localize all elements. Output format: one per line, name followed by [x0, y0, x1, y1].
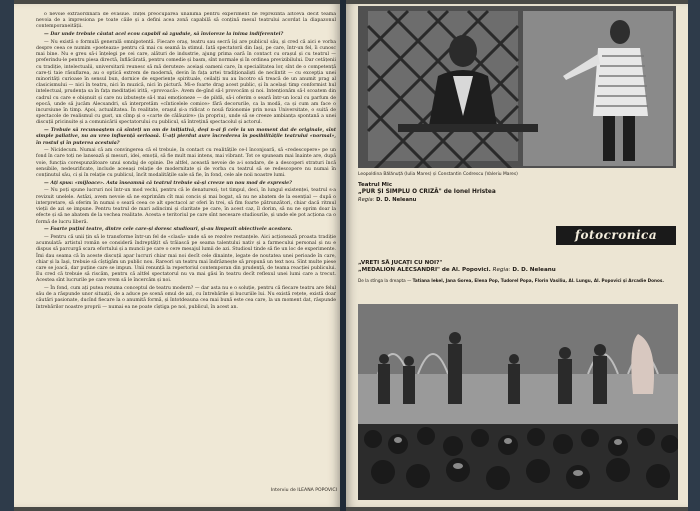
theatre-info-1 [358, 182, 558, 203]
play-title-2a: „VRETI SĂ JUCAȚI CU NOI?" [358, 260, 443, 266]
interview-paragraph: — Pentru că unii țin să le transforme într-un fel de «clasă» unde să se rezolve restanțele. Aici acționează proasta tradiție acumulată: artistul român se consideră îndreptățit să trăiască pe seama talentului nativ și a farmecului personal și nu e dispus să parcurgă scara efortului și a muncii pe care o cere mesajul lumii de azi. Studioul tinde să fie un loc de experimente. Îmi dau seama că în aceste discuții apar lucruri chiar mai noi decît cele dinainte, legate de noutatea unei perioade în care, chiar și la Iași, trebuie să cîștigăm un public nou. Rareori un teatru mai îndrăznește să propună un text nou. Sînt multe piese care se joacă, dar puține care se impun. Unii renunță la repertoriul contemporan din prudență, de teama reacției publicului. Eu cred că trebuie să riscăm, pentru că altfel spectatorul nu va mai găsi în teatru decît reflexul unei lumi care a trecut. Acestea sînt lucrurile pe care vrem să le încercăm și noi. [36, 234, 336, 284]
director-label-2: Regia: [492, 267, 511, 273]
theatre-name: Teatrul Mic [358, 182, 393, 188]
left-page [14, 4, 340, 507]
stage-photo-top-image [358, 6, 676, 168]
play-titles-2 [358, 260, 678, 274]
interview-question: — Dar unde trebuie căutat acel ecou capabil să zguduie, să învioreze la inima indiferentei? [44, 32, 284, 38]
stage-photo-bottom [358, 304, 678, 500]
photo-top-caption: Leopoldina Bălănuță (Iulia Mares) și Constantin Codrescu (Valeriu Mares) [358, 172, 518, 177]
director-line-1 [358, 197, 558, 203]
interview-paragraph: — Nu există o formulă generală omnipotentă. Fiecare oraș, teatru sau secră își are publicul său, și cred că aici e vorba despre ceea ce numim «poeteaza» pentru că mai cu seamă la stimul. Iată spectatorii din Iași, pe care, într-un fel, îi cunosc mai bine. Nu e greu să-i înțelegi pe cei care, alături de industrie, ajung prima oară în contact cu orașul și cu teatrul — preferindu-le pentru piesa directă, înflăcărată, pentru comedie și basm, sînt normale și în ordinea previzibilului. Dar cetățenii cu tradiție, intelectualii, universitarii reunesc să mă deruteze: aceiași oameni care, în specialitatea lor, sînt de o competență care-ți taie răsuflarea, au o optică extrem de modernă, devin în fața artei tradiționaliști de neclintit — cu excepția unei minorități curioase în sensul bun, dornice de experiențe spirituale, ceilalți nu au încotro să treacă de un anumit prag al clasicismului — nici în teatru, nici în muzică, nici în pictură. Mi-e foarte drag acest public, și în același timp conformist hul intelectual, prudența sa în fața meditației irită, «provoacă». Avem de-gînd să-l provocăm și noi. Intenționăm să-l scoatem din cadrul cu care e obișnuit și care nu izbutește să-l mai emoționeze — de pildă, să-i oferim o seară într-un local cu parfum de epocă, unde să jucăm Alecsandri, să interpretăm «cînticelele comice» fără decorurile, ca la modă, ca și cum am face o incursiune în timp. Apoi, actualitatea. În realitate, orașul și-a ridicat o nouă fizionomie prin noua Universitate, o suită de spectacole de realismul cu gust, un cîmp și o «carte de călăuzire» (la propriu), unde să se creeze ambianța spontană a unei discuții pricinuite și a comunicării spectatorului cu publicul, să întrețină spectacolul și actorul. [36, 39, 336, 126]
stage-photo-top [358, 6, 676, 168]
interview-paragraph: — Nu poți spune lucruri noi într-un mod vechi, pentru că le denaturezi; tot timpul, deci, în lungul existenței, teatrul s-a revizuit unelele. Astăzi, avem nevoie să ne exprimăm cît mai concis și mai bogat, să nu ne abatem de la esențial — după o interpretare, să oferim în numai o seară ceea ce alt spectacol ar oferi în trei, să fim foarte pătrunzători, chiar dacă ritmul vieții de azi se impune. Pentru teatrul de mari adincimi și claritate pe care, în acest caz, îl dorim, să nu ne oprim doar la efecte și să ne abatem de la vechea realitate. Acesta e teritoriul pe care sînt necesare studiourile, și unde ele pot acționa ca o formă de lucru liberă. [36, 188, 336, 225]
director-name-2: D. D. Neleanu [512, 267, 556, 273]
interview-paragraph: — Nicidecum. Numai că am convingerea că el trebuie, în contact cu realitățile ce-l înconjoară, să «redescopere» pe un fond în care toți ne lansează și mesuri, idei, emoții, să fie mult mai intens, mai vibrant. Tot ce spuneam mai înainte are, după voie, funcția corespunzătoare unui sondaj de opinie. De altfel, această nevoie de a-i sondare, de a descoperi straturi încă sensibile, nedeurificate, include aceeași relație de modernitate și de vorba cu teatrul să se redescopere nu numai în conținutul său, ci și în relație cu publicul, încît modalitățile sale să fie, în fond, cele ale noii noastre lumi. [36, 148, 336, 179]
theatre-info-2 [358, 260, 678, 284]
stage-photo-bottom-image [358, 304, 678, 500]
interview-question: — Foarte puțini teatre, dintre cele care-și doresc studiouri, și-au limpezit obiectivele acestora. [44, 227, 293, 233]
play-title-1: „PUR ȘI SIMPLU O CRIZĂ" de Ionel Hristea [358, 189, 496, 195]
photo-bottom-caption [358, 278, 678, 284]
interview-question: — Ați spus: «mijloace». Asta înseamnă că teatrul trebuie să-și creeze un nou mod de expresie? [44, 180, 292, 186]
section-banner-fotocronica: fotocronica [556, 226, 676, 245]
interview-paragraph: — În fond, cum ați putea rezuma conceptul de teatru modern? — dar asta nu e o soluție, pentru că fiecare teatru are felul său de a răspunde unor situații, de a aduce pe scenă omul de azi, cu întrebările și bucuriile lui. Nu există rețete, există doar căutări pasionate, ducînd fiecare la o anumită formă, și întotdeauna cea mai bună este cea care, la un moment dat, răspunde întrebărilor noastre proprii — numai ea ne poate cîștiga pe noi, publicul, în acest an. [36, 286, 336, 310]
book-binding-right [688, 0, 700, 511]
interview-question: — Trebuie să recunoaștem că sînteți un om de inițiativă, deși n-ai fi cele la un moment dat de originale, sînt simple paliative, nu au vreo influență serioasă. U-ați pierdut aure încrederea în posibilitățile teatrului «normal», în rostul și în puterea acestuia? [36, 128, 336, 146]
play-title-2b-line [358, 267, 678, 274]
interview-paragraph: o nevoie extraordinară de evasiue. Iniței preocuparea unanimă pentru experiment ne reprezintă altceva decît teamă nevoia de a impresiona pe toate căile și a defini acea zonă capabilă să conțină mesul teatrului acordat la diapazonul contemporaneității. [36, 12, 336, 30]
play-title-2b: „MEDALION ALECSANDRI" de Al. Popovici. [358, 267, 491, 273]
book-binding-left [0, 0, 14, 511]
director-label-1: Regia: [358, 197, 375, 203]
right-page [346, 4, 688, 507]
interview-text-column [36, 12, 336, 488]
director-name-1: D. D. Neleanu [376, 197, 417, 203]
caption-prefix: De la stînga la dreapta — [358, 278, 412, 283]
interview-signature: Interviu de ILEANA POPOVICI [270, 488, 337, 493]
caption-names: Tatiana Iekel, Jana Gorea, Elena Pop, Tudorel Popa, Florin Vasiliu, Al. Lungu, Al. Popovici și Arcadie Donos. [412, 278, 664, 283]
